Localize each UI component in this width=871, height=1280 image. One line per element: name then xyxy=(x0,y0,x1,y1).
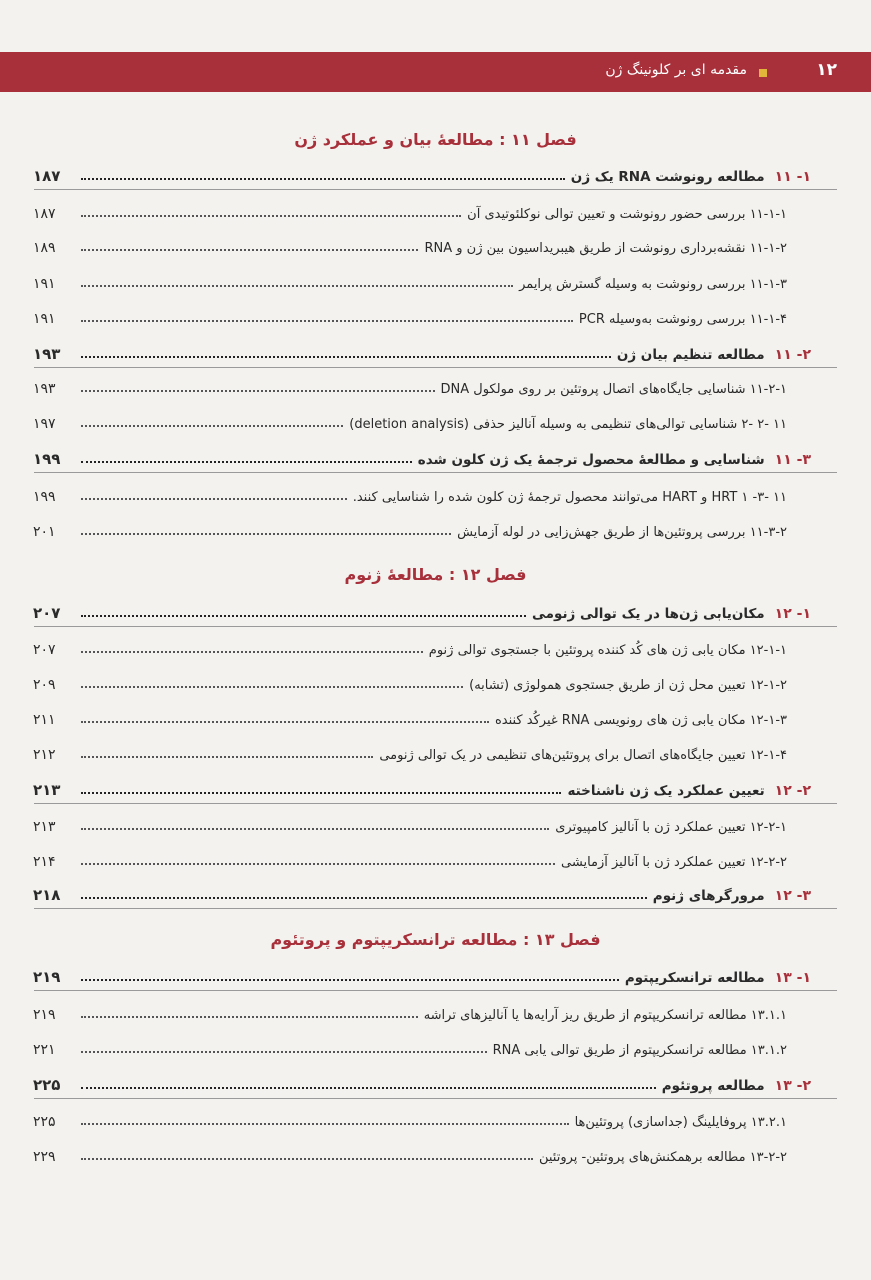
toc-section[interactable] xyxy=(33,446,811,468)
page-ref: ۲۱۳ xyxy=(33,781,61,799)
item-title: ۱۳-۲-۲ مطالعه برهمکنش‌های پروتئین- پروتئین xyxy=(538,1150,787,1165)
divider xyxy=(34,189,837,190)
divider xyxy=(34,990,837,991)
toc-item[interactable] xyxy=(33,483,787,505)
toc-section[interactable] xyxy=(33,341,811,363)
toc-item[interactable] xyxy=(33,636,787,658)
leader-dots xyxy=(81,1087,656,1089)
toc-item[interactable] xyxy=(33,848,787,870)
item-title: ۱۲-۱-۳ مکان یابی ژن های رونویسی RNA غیرکُد کننده xyxy=(494,713,787,728)
leader-dots xyxy=(81,320,573,322)
section-title: مطالعه ترانسکریپتوم xyxy=(624,970,765,986)
leader-dots xyxy=(81,178,565,180)
page-ref: ۱۸۷ xyxy=(33,167,61,185)
leader-dots xyxy=(81,756,373,758)
leader-dots xyxy=(81,1051,487,1053)
toc-item[interactable] xyxy=(33,671,787,693)
item-title: ۱۱-۱-۱ بررسی حضور رونوشت و تعیین توالی نوکلئوتیدی آن xyxy=(467,207,787,222)
page-ref: ۲۲۹ xyxy=(33,1149,56,1165)
chapter-title: فصل ۱۱ : مطالعهٔ بیان و عملکرد ژن xyxy=(294,130,577,149)
page-ref: ۲۱۱ xyxy=(33,712,56,728)
item-title: ۱۳.۱.۲ مطالعه ترانسکریپتوم از طریق توالی یابی RNA xyxy=(492,1043,787,1058)
toc-item[interactable] xyxy=(33,741,787,763)
page-ref: ۱۹۱ xyxy=(33,311,56,327)
page-ref: ۱۸۷ xyxy=(33,206,56,222)
page-ref: ۲۰۱ xyxy=(33,524,56,540)
section-title: مرورگرهای ژنوم xyxy=(652,888,765,904)
item-title: ۱۱-۱-۳ بررسی رونوشت به وسیله گسترش پرایمر xyxy=(519,277,787,292)
divider xyxy=(34,367,837,368)
toc-item[interactable] xyxy=(33,1108,787,1130)
item-title: ۱۲-۲-۲ تعیین عملکرد ژن با آنالیز آزمایشی xyxy=(561,855,787,870)
item-title: ۱۱-۱-۴ بررسی رونوشت به‌وسیله PCR xyxy=(578,312,787,327)
item-title: ۱۲-۱-۲ تعیین محل ژن از طریق جستجوی همولوژی (تشابه) xyxy=(469,678,787,693)
toc-item[interactable] xyxy=(33,1001,787,1023)
leader-dots xyxy=(81,1158,533,1160)
page-ref: ۲۰۷ xyxy=(33,642,56,658)
leader-dots xyxy=(81,792,561,794)
leader-dots xyxy=(81,285,513,287)
toc-item[interactable] xyxy=(33,1036,787,1058)
divider xyxy=(34,472,837,473)
item-title: ۱۳.۱.۱ مطالعه ترانسکریپتوم از طریق ریز آرایه‌ها یا آنالیزهای تراشه xyxy=(423,1008,787,1023)
section-title: مطالعه رونوشت RNA یک ژن xyxy=(570,169,765,185)
leader-dots xyxy=(81,651,423,653)
page-ref: ۲۱۲ xyxy=(33,747,56,763)
page-ref: ۲۱۹ xyxy=(33,968,61,986)
leader-dots xyxy=(81,461,412,463)
leader-dots xyxy=(81,979,619,981)
chapter-title: فصل ۱۳ : مطالعه ترانسکریپتوم و پروتئوم xyxy=(270,930,601,949)
page-ref: ۱۹۱ xyxy=(33,276,56,292)
section-number: ۲- ۱۱ xyxy=(774,347,811,363)
page-number: ۱۲ xyxy=(816,60,837,80)
toc-section[interactable] xyxy=(33,882,811,904)
toc-item[interactable] xyxy=(33,706,787,728)
toc-item[interactable] xyxy=(33,305,787,327)
section-title: مطالعه تنظیم بیان ژن xyxy=(616,347,765,363)
page-ref: ۲۱۳ xyxy=(33,819,56,835)
leader-dots xyxy=(81,498,347,500)
toc-item[interactable] xyxy=(33,200,787,222)
page-ref: ۲۲۵ xyxy=(33,1076,61,1094)
leader-dots xyxy=(81,615,526,617)
section-number: ۱- ۱۲ xyxy=(774,606,811,622)
divider xyxy=(34,1098,837,1099)
leader-dots xyxy=(81,1016,418,1018)
chapter-title: فصل ۱۲ : مطالعهٔ ژنوم xyxy=(344,565,527,584)
section-number: ۳- ۱۲ xyxy=(774,888,811,904)
toc-item[interactable] xyxy=(33,518,787,540)
page-ref: ۲۲۵ xyxy=(33,1114,56,1130)
section-number: ۳- ۱۱ xyxy=(774,452,811,468)
item-title: ۱۲-۱-۱ مکان یابی ژن های کُد کننده پروتئین با جستجوی توالی ژنوم xyxy=(428,643,787,658)
page-ref: ۱۹۹ xyxy=(33,489,56,505)
leader-dots xyxy=(81,897,647,899)
leader-dots xyxy=(81,828,549,830)
section-number: ۲- ۱۲ xyxy=(774,783,811,799)
toc-section[interactable] xyxy=(33,1072,811,1094)
divider xyxy=(34,626,837,627)
toc-item[interactable] xyxy=(33,375,787,397)
section-title: شناسایی و مطالعهٔ محصول ترجمهٔ یک ژن کلون شده xyxy=(417,452,765,468)
toc-item[interactable] xyxy=(33,410,787,432)
divider xyxy=(34,908,837,909)
toc-item[interactable] xyxy=(33,234,787,256)
toc-section[interactable] xyxy=(33,600,811,622)
toc-item[interactable] xyxy=(33,1143,787,1165)
item-title: ۱۱ -۲ -۲ شناسایی توالی‌های تنظیمی به وسیله آنالیز حذفی (deletion analysis) xyxy=(349,417,787,432)
leader-dots xyxy=(81,425,343,427)
leader-dots xyxy=(81,533,451,535)
page-ref: ۲۱۹ xyxy=(33,1007,56,1023)
item-title: ۱۱-۱-۲ نقشه‌برداری رونوشت از طریق هیبریداسیون بین ژن و RNA xyxy=(424,241,787,256)
section-title: مطالعه پروتئوم xyxy=(661,1078,765,1094)
item-title: ۱۱-۳-۲ بررسی پروتئین‌ها از طریق جهش‌زایی در لوله آزمایش xyxy=(457,525,787,540)
page-ref: ۱۸۹ xyxy=(33,240,56,256)
leader-dots xyxy=(81,215,461,217)
leader-dots xyxy=(81,686,463,688)
item-title: ۱۱ -۳- ۱ HRT و HART می‌توانند محصول ترجمهٔ ژن کلون شده را شناسایی کنند. xyxy=(352,490,787,505)
page-ref: ۱۹۳ xyxy=(33,345,61,363)
page-ref: ۱۹۷ xyxy=(33,416,56,432)
leader-dots xyxy=(81,249,418,251)
section-title: مکان‌یابی ژن‌ها در یک توالی ژنومی xyxy=(531,606,765,622)
page-ref: ۲۰۷ xyxy=(33,604,61,622)
page-ref: ۲۱۸ xyxy=(33,886,61,904)
divider xyxy=(34,803,837,804)
item-title: ۱۲-۲-۱ تعیین عملکرد ژن با آنالیز کامپیوتری xyxy=(555,820,787,835)
item-title: ۱۱-۲-۱ شناسایی جایگاه‌های اتصال پروتئین بر روی مولکول DNA xyxy=(440,382,787,397)
leader-dots xyxy=(81,863,555,865)
page-ref: ۱۹۹ xyxy=(33,450,61,468)
book-title: مقدمه ای بر کلونینگ ژن xyxy=(605,62,747,78)
section-number: ۲- ۱۳ xyxy=(774,1078,811,1094)
page-ref: ۱۹۳ xyxy=(33,381,56,397)
page-ref: ۲۱۴ xyxy=(33,854,56,870)
leader-dots xyxy=(81,721,489,723)
section-number: ۱- ۱۱ xyxy=(774,169,811,185)
leader-dots xyxy=(81,1123,569,1125)
section-title: تعیین عملکرد یک ژن ناشناخته xyxy=(567,783,765,799)
toc-item[interactable] xyxy=(33,813,787,835)
section-number: ۱- ۱۳ xyxy=(774,970,811,986)
page-ref: ۲۰۹ xyxy=(33,677,56,693)
leader-dots xyxy=(81,390,435,392)
toc-item[interactable] xyxy=(33,270,787,292)
toc-section[interactable] xyxy=(33,964,811,986)
toc-section[interactable] xyxy=(33,163,811,185)
leader-dots xyxy=(81,356,611,358)
page-ref: ۲۲۱ xyxy=(33,1042,56,1058)
item-title: ۱۲-۱-۴ تعیین جایگاه‌های اتصال برای پروتئین‌های تنظیمی در یک توالی ژنومی xyxy=(379,748,787,763)
item-title: ۱۳.۲.۱ پروفایلینگ (جداسازی) پروتئین‌ها xyxy=(574,1115,787,1130)
toc-section[interactable] xyxy=(33,777,811,799)
